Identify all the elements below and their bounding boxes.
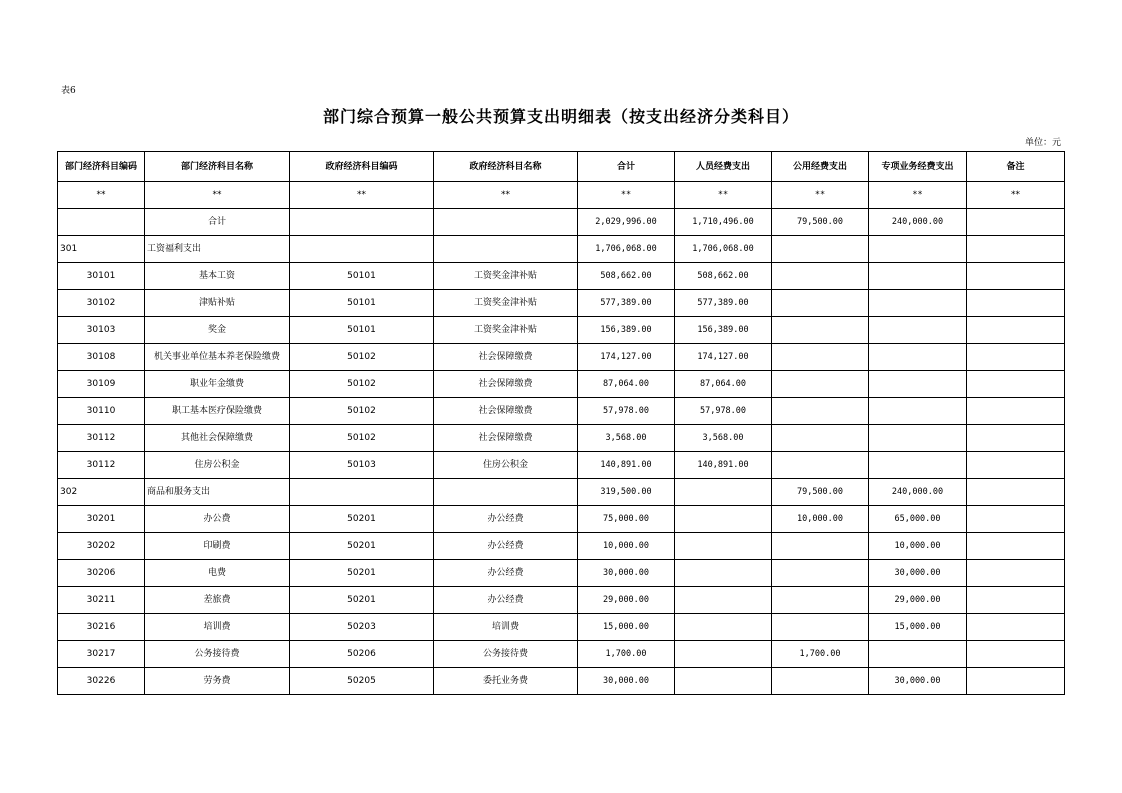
cell-personnel: 508,662.00 [675, 263, 772, 290]
budget-table [57, 151, 1065, 695]
table-row [58, 317, 1065, 344]
cell-gov-name: 社会保障缴费 [434, 425, 578, 452]
cell-dept-name: 职工基本医疗保险缴费 [145, 398, 290, 425]
cell-dept-name: 差旅费 [145, 587, 290, 614]
cell-public [772, 452, 869, 479]
cell-note [967, 560, 1065, 587]
cell-gov-name: 公务接待费 [434, 641, 578, 668]
cell-public: 1,700.00 [772, 641, 869, 668]
cell-dept-code: 30217 [58, 641, 145, 668]
cell-personnel [675, 479, 772, 506]
cell-dept-code: 30112 [58, 425, 145, 452]
table-row [58, 236, 1065, 263]
cell-personnel [675, 614, 772, 641]
cell-gov-code: 50201 [290, 506, 434, 533]
cell-special [869, 398, 967, 425]
cell-dept-name: 办公费 [145, 506, 290, 533]
cell-dept-code: 30112 [58, 452, 145, 479]
cell-dept-code: 30211 [58, 587, 145, 614]
cell-total: 87,064.00 [578, 371, 675, 398]
cell-total: 1,706,068.00 [578, 236, 675, 263]
header-dept-name: 部门经济科目名称 [145, 152, 290, 182]
cell-note [967, 236, 1065, 263]
cell-public: 79,500.00 [772, 209, 869, 236]
cell-gov-name [434, 209, 578, 236]
cell-personnel: 140,891.00 [675, 452, 772, 479]
cell-dept-code: 30101 [58, 263, 145, 290]
table-row [58, 425, 1065, 452]
table-row [58, 506, 1065, 533]
table-number: 表6 [61, 86, 76, 96]
cell-personnel [675, 587, 772, 614]
cell-note [967, 587, 1065, 614]
table-row [58, 587, 1065, 614]
cell-gov-code: 50102 [290, 371, 434, 398]
header-total: 合计 [578, 152, 675, 182]
cell-public [772, 263, 869, 290]
cell-dept-name: 劳务费 [145, 668, 290, 695]
cell-special: 240,000.00 [869, 209, 967, 236]
cell-public [772, 533, 869, 560]
table-row [58, 479, 1065, 506]
cell-dept-name: 奖金 [145, 317, 290, 344]
table-row [58, 452, 1065, 479]
cell-note [967, 641, 1065, 668]
cell-gov-code: 50205 [290, 668, 434, 695]
cell-note [967, 209, 1065, 236]
cell-dept-code: 30108 [58, 344, 145, 371]
cell-gov-name: 办公经费 [434, 533, 578, 560]
cell-dept-name: 机关事业单位基本养老保险缴费 [145, 344, 290, 371]
cell-dept-name: 商品和服务支出 [145, 479, 290, 506]
cell-personnel [675, 533, 772, 560]
cell-gov-code: 50206 [290, 641, 434, 668]
cell-note [967, 506, 1065, 533]
cell-dept-name: 合计 [145, 209, 290, 236]
table-row [58, 371, 1065, 398]
cell-dept-name: 其他社会保障缴费 [145, 425, 290, 452]
cell-gov-name: 办公经费 [434, 560, 578, 587]
cell-public [772, 317, 869, 344]
cell-gov-code: 50201 [290, 587, 434, 614]
cell-note: ** [967, 182, 1065, 209]
cell-dept-code: 30226 [58, 668, 145, 695]
cell-personnel [675, 668, 772, 695]
cell-dept-name: ** [145, 182, 290, 209]
cell-gov-code: 50102 [290, 425, 434, 452]
cell-note [967, 614, 1065, 641]
cell-public [772, 614, 869, 641]
cell-personnel: 577,389.00 [675, 290, 772, 317]
cell-gov-name: 工资奖金津补贴 [434, 290, 578, 317]
table-row [58, 182, 1065, 209]
cell-dept-name: 住房公积金 [145, 452, 290, 479]
cell-dept-code: 30206 [58, 560, 145, 587]
cell-total: 75,000.00 [578, 506, 675, 533]
cell-dept-code: 301 [58, 236, 145, 263]
cell-note [967, 290, 1065, 317]
cell-dept-name: 电费 [145, 560, 290, 587]
header-gov-name: 政府经济科目名称 [434, 152, 578, 182]
cell-gov-code: 50201 [290, 560, 434, 587]
cell-dept-code: 30110 [58, 398, 145, 425]
cell-total: 174,127.00 [578, 344, 675, 371]
table-row [58, 398, 1065, 425]
cell-personnel [675, 641, 772, 668]
cell-personnel: 156,389.00 [675, 317, 772, 344]
cell-personnel: 57,978.00 [675, 398, 772, 425]
cell-total: 2,029,996.00 [578, 209, 675, 236]
cell-public: 10,000.00 [772, 506, 869, 533]
cell-gov-code: 50101 [290, 263, 434, 290]
cell-personnel: 1,706,068.00 [675, 236, 772, 263]
cell-public [772, 668, 869, 695]
cell-dept-name: 职业年金缴费 [145, 371, 290, 398]
cell-total: 140,891.00 [578, 452, 675, 479]
cell-public [772, 344, 869, 371]
header-gov-code: 政府经济科目编码 [290, 152, 434, 182]
cell-dept-code: 30202 [58, 533, 145, 560]
cell-dept-name: 工资福利支出 [145, 236, 290, 263]
header-personnel: 人员经费支出 [675, 152, 772, 182]
cell-dept-code: 30109 [58, 371, 145, 398]
cell-total: 3,568.00 [578, 425, 675, 452]
table-row [58, 668, 1065, 695]
cell-note [967, 452, 1065, 479]
cell-special [869, 452, 967, 479]
cell-note [967, 398, 1065, 425]
cell-gov-code: 50101 [290, 290, 434, 317]
cell-special [869, 371, 967, 398]
cell-gov-code: 50102 [290, 344, 434, 371]
cell-public [772, 560, 869, 587]
cell-special [869, 641, 967, 668]
cell-special: ** [869, 182, 967, 209]
cell-dept-name: 培训费 [145, 614, 290, 641]
cell-gov-code: 50101 [290, 317, 434, 344]
cell-note [967, 263, 1065, 290]
cell-dept-code: 30102 [58, 290, 145, 317]
cell-special: 30,000.00 [869, 668, 967, 695]
cell-public [772, 398, 869, 425]
table-row [58, 290, 1065, 317]
table-header-row [58, 152, 1065, 182]
table-body [58, 182, 1065, 695]
unit-label: 单位：元 [1024, 138, 1061, 148]
cell-total: 57,978.00 [578, 398, 675, 425]
table-row [58, 209, 1065, 236]
cell-dept-code: 302 [58, 479, 145, 506]
table-row [58, 344, 1065, 371]
cell-public [772, 371, 869, 398]
cell-personnel: 87,064.00 [675, 371, 772, 398]
header-public: 公用经费支出 [772, 152, 869, 182]
cell-note [967, 668, 1065, 695]
cell-gov-code: 50102 [290, 398, 434, 425]
cell-personnel: 3,568.00 [675, 425, 772, 452]
cell-total: 10,000.00 [578, 533, 675, 560]
table-row [58, 641, 1065, 668]
cell-gov-name [434, 479, 578, 506]
cell-gov-name: 住房公积金 [434, 452, 578, 479]
cell-public [772, 290, 869, 317]
header-special: 专项业务经费支出 [869, 152, 967, 182]
cell-dept-name: 津贴补贴 [145, 290, 290, 317]
cell-total: 508,662.00 [578, 263, 675, 290]
cell-total: 30,000.00 [578, 668, 675, 695]
cell-public: 79,500.00 [772, 479, 869, 506]
cell-dept-name: 基本工资 [145, 263, 290, 290]
cell-special [869, 290, 967, 317]
cell-special: 65,000.00 [869, 506, 967, 533]
cell-note [967, 425, 1065, 452]
header-note: 备注 [967, 152, 1065, 182]
cell-public [772, 425, 869, 452]
cell-dept-code: 30201 [58, 506, 145, 533]
cell-special: 240,000.00 [869, 479, 967, 506]
cell-gov-name: 社会保障缴费 [434, 371, 578, 398]
cell-gov-name: 工资奖金津补贴 [434, 317, 578, 344]
cell-gov-name: 委托业务费 [434, 668, 578, 695]
cell-public [772, 587, 869, 614]
cell-gov-name: 办公经费 [434, 506, 578, 533]
cell-total: 319,500.00 [578, 479, 675, 506]
cell-total: 156,389.00 [578, 317, 675, 344]
cell-personnel: ** [675, 182, 772, 209]
cell-gov-code: 50103 [290, 452, 434, 479]
cell-total: 577,389.00 [578, 290, 675, 317]
cell-dept-code [58, 209, 145, 236]
cell-dept-name: 公务接待费 [145, 641, 290, 668]
cell-public: ** [772, 182, 869, 209]
cell-total: 1,700.00 [578, 641, 675, 668]
cell-gov-name: 培训费 [434, 614, 578, 641]
cell-dept-code: 30216 [58, 614, 145, 641]
table-row [58, 533, 1065, 560]
cell-note [967, 371, 1065, 398]
cell-gov-name: 工资奖金津补贴 [434, 263, 578, 290]
cell-note [967, 479, 1065, 506]
cell-note [967, 533, 1065, 560]
cell-special: 29,000.00 [869, 587, 967, 614]
cell-special [869, 425, 967, 452]
cell-gov-name: 社会保障缴费 [434, 398, 578, 425]
cell-dept-code: ** [58, 182, 145, 209]
table-row [58, 560, 1065, 587]
cell-personnel [675, 560, 772, 587]
table-row [58, 614, 1065, 641]
cell-special: 10,000.00 [869, 533, 967, 560]
cell-total: ** [578, 182, 675, 209]
cell-total: 15,000.00 [578, 614, 675, 641]
table-row [58, 263, 1065, 290]
cell-total: 29,000.00 [578, 587, 675, 614]
cell-public [772, 236, 869, 263]
header-dept-code: 部门经济科目编码 [58, 152, 145, 182]
cell-personnel [675, 506, 772, 533]
cell-gov-code: 50201 [290, 533, 434, 560]
cell-special [869, 236, 967, 263]
cell-personnel: 1,710,496.00 [675, 209, 772, 236]
cell-special [869, 344, 967, 371]
cell-personnel: 174,127.00 [675, 344, 772, 371]
cell-dept-code: 30103 [58, 317, 145, 344]
cell-gov-code: 50203 [290, 614, 434, 641]
cell-gov-code [290, 236, 434, 263]
cell-special [869, 317, 967, 344]
cell-gov-code [290, 209, 434, 236]
cell-note [967, 344, 1065, 371]
cell-gov-code [290, 479, 434, 506]
cell-special: 30,000.00 [869, 560, 967, 587]
cell-gov-name: 办公经费 [434, 587, 578, 614]
cell-special: 15,000.00 [869, 614, 967, 641]
cell-gov-name: ** [434, 182, 578, 209]
cell-gov-name [434, 236, 578, 263]
cell-note [967, 317, 1065, 344]
cell-dept-name: 印刷费 [145, 533, 290, 560]
cell-total: 30,000.00 [578, 560, 675, 587]
cell-gov-name: 社会保障缴费 [434, 344, 578, 371]
page-title: 部门综合预算一般公共预算支出明细表（按支出经济分类科目） [322, 107, 799, 126]
cell-special [869, 263, 967, 290]
cell-gov-code: ** [290, 182, 434, 209]
